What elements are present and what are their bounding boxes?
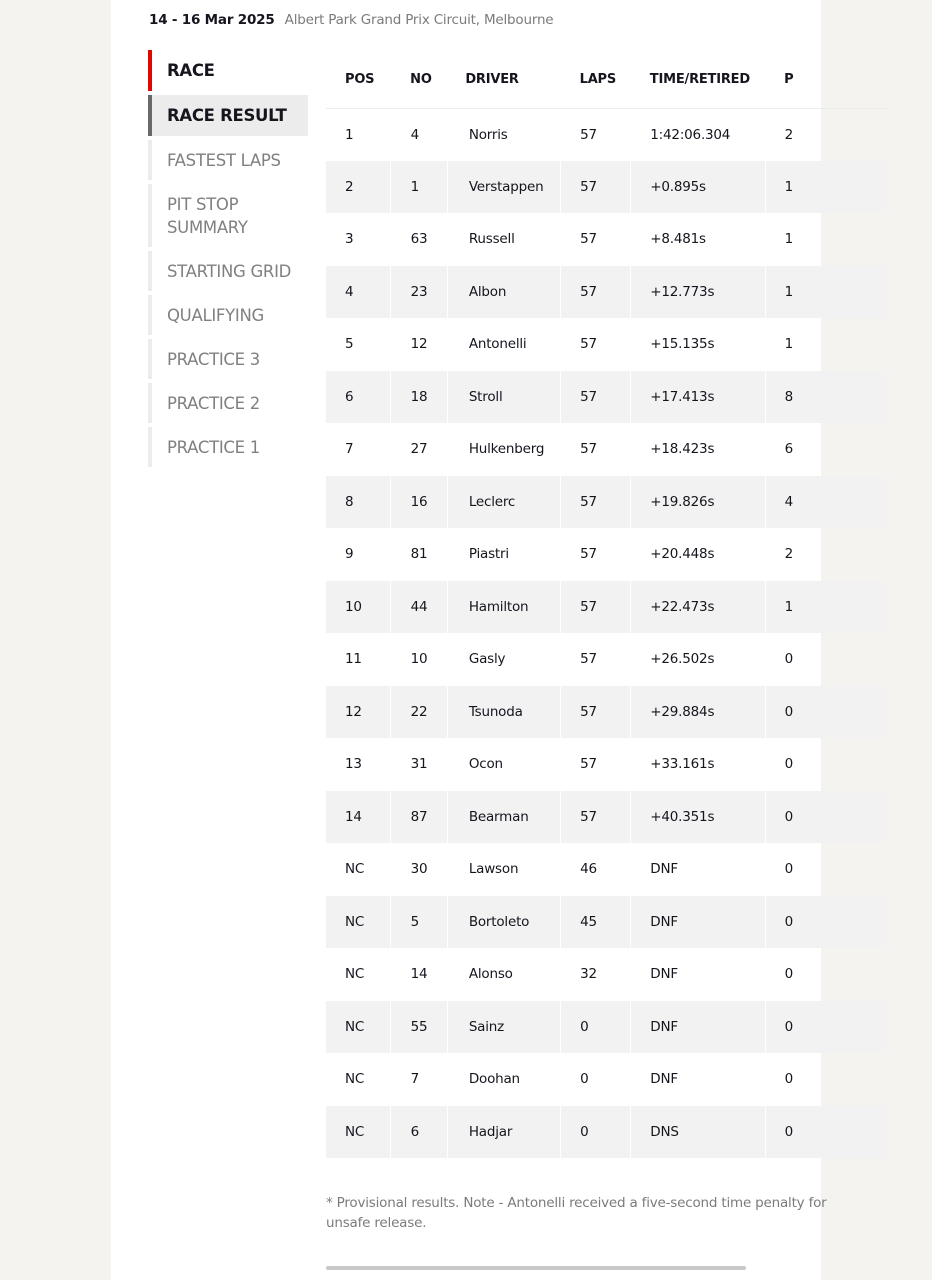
cell-points: 4 — [765, 476, 885, 529]
cell-points: 0 — [765, 896, 885, 949]
cell-laps: 57 — [580, 546, 597, 563]
cell-laps: 57 — [561, 161, 631, 214]
cell-number: 5 — [390, 896, 447, 949]
cell-time-retired: DNF — [650, 861, 678, 878]
cell-points: 0 — [765, 1001, 885, 1054]
cell-driver[interactable]: Russell — [468, 231, 515, 248]
cell-laps: 57 — [561, 581, 631, 634]
cell-points: 0 — [765, 1106, 885, 1159]
horizontal-scrollbar[interactable] — [326, 1266, 746, 1270]
cell-laps: 0 — [561, 1106, 631, 1159]
cell-pos: NC — [326, 1106, 390, 1159]
table-row[interactable] — [326, 528, 886, 581]
cell-points: 2 — [784, 126, 794, 143]
nav-item-starting-grid[interactable]: STARTING GRID — [148, 251, 308, 291]
cell-time-retired: 1:42:06.304 — [650, 126, 731, 143]
results-footnote — [326, 1193, 827, 1233]
cell-pos: 14 — [326, 791, 390, 844]
cell-time-retired: +29.884s — [631, 686, 765, 739]
table-row[interactable] — [326, 161, 886, 214]
cell-driver[interactable]: Albon — [447, 266, 560, 319]
header-points: P — [765, 52, 885, 108]
cell-time-retired: DNF — [650, 1071, 678, 1088]
cell-laps: 0 — [580, 1071, 589, 1088]
cell-pos: 2 — [326, 161, 390, 214]
cell-number: 87 — [390, 791, 447, 844]
cell-driver[interactable]: Bearman — [447, 791, 560, 844]
nav-item-practice-1[interactable]: PRACTICE 1 — [148, 427, 308, 467]
cell-points: 1 — [784, 336, 794, 353]
cell-time-retired: +8.481s — [650, 231, 706, 248]
table-row[interactable] — [326, 1053, 886, 1106]
event-info — [149, 12, 553, 28]
cell-laps: 57 — [561, 476, 631, 529]
nav-item-practice-3[interactable]: PRACTICE 3 — [148, 339, 308, 379]
nav-item-fastest-laps[interactable]: FASTEST LAPS — [148, 140, 308, 180]
results-side-nav — [148, 50, 308, 471]
cell-time-retired: +0.895s — [631, 161, 765, 214]
table-row[interactable] — [326, 423, 886, 476]
cell-laps: 57 — [580, 651, 597, 668]
cell-driver[interactable]: Stroll — [447, 371, 560, 424]
cell-laps: 45 — [561, 896, 631, 949]
cell-pos: 8 — [326, 476, 390, 529]
cell-number: 18 — [390, 371, 447, 424]
cell-driver[interactable]: Sainz — [447, 1001, 560, 1054]
cell-number: 10 — [410, 651, 428, 668]
cell-points: 1 — [765, 266, 885, 319]
table-row[interactable] — [326, 896, 886, 949]
nav-section-race[interactable]: RACE — [148, 50, 308, 91]
cell-laps: 57 — [561, 791, 631, 844]
cell-time-retired: +19.826s — [631, 476, 765, 529]
cell-number: 63 — [410, 231, 428, 248]
cell-points: 6 — [784, 441, 794, 458]
cell-pos: 6 — [326, 371, 390, 424]
cell-number: 22 — [390, 686, 447, 739]
cell-laps: 57 — [580, 756, 597, 773]
cell-time-retired: DNS — [631, 1106, 765, 1159]
cell-time-retired: +12.773s — [631, 266, 765, 319]
cell-driver[interactable]: Hadjar — [447, 1106, 560, 1159]
cell-pos: NC — [326, 1001, 390, 1054]
cell-number: 4 — [410, 126, 420, 143]
cell-number: 1 — [390, 161, 447, 214]
cell-driver[interactable]: Antonelli — [468, 336, 527, 353]
cell-pos: 3 — [345, 231, 354, 248]
table-row[interactable] — [326, 1001, 886, 1054]
cell-pos: 4 — [326, 266, 390, 319]
table-row[interactable] — [326, 791, 886, 844]
cell-time-retired: +26.502s — [650, 651, 715, 668]
cell-time-retired: +20.448s — [650, 546, 715, 563]
cell-laps: 57 — [580, 231, 597, 248]
cell-number: 16 — [390, 476, 447, 529]
cell-driver[interactable]: Bortoleto — [447, 896, 560, 949]
cell-points: 0 — [784, 966, 794, 983]
cell-pos: 12 — [326, 686, 390, 739]
cell-points: 8 — [765, 371, 885, 424]
cell-points: 0 — [765, 791, 885, 844]
cell-points: 1 — [765, 581, 885, 634]
cell-driver[interactable]: Doohan — [468, 1071, 520, 1088]
cell-time-retired: +18.423s — [650, 441, 715, 458]
cell-points: 2 — [784, 546, 794, 563]
cell-points: 1 — [765, 161, 885, 214]
cell-driver[interactable]: Hulkenberg — [468, 441, 545, 458]
nav-item-pit-stop-summary[interactable]: PIT STOP SUMMARY — [148, 184, 308, 247]
cell-points: 0 — [784, 651, 794, 668]
cell-driver[interactable]: Alonso — [468, 966, 513, 983]
cell-number: 44 — [390, 581, 447, 634]
cell-laps: 32 — [580, 966, 597, 983]
cell-pos: 13 — [345, 756, 362, 773]
cell-number: 27 — [410, 441, 428, 458]
table-row[interactable] — [326, 633, 886, 686]
race-results-table — [326, 52, 886, 1158]
cell-time-retired: DNF — [631, 1001, 765, 1054]
cell-pos: NC — [345, 966, 365, 983]
nav-item-practice-2[interactable]: PRACTICE 2 — [148, 383, 308, 423]
table-row[interactable] — [326, 476, 886, 529]
cell-driver[interactable]: Leclerc — [447, 476, 560, 529]
cell-time-retired: +17.413s — [631, 371, 765, 424]
cell-pos: NC — [326, 896, 390, 949]
cell-driver[interactable]: Ocon — [468, 756, 503, 773]
cell-number: 6 — [390, 1106, 447, 1159]
results-table-scroll[interactable] — [326, 52, 794, 1158]
cell-number: 7 — [410, 1071, 420, 1088]
table-row[interactable] — [326, 581, 886, 634]
cell-laps: 0 — [561, 1001, 631, 1054]
cell-driver[interactable]: Lawson — [468, 861, 519, 878]
cell-pos: NC — [345, 861, 365, 878]
table-row[interactable] — [326, 948, 886, 1001]
cell-driver[interactable]: Gasly — [468, 651, 506, 668]
cell-time-retired: DNF — [631, 896, 765, 949]
cell-number: 55 — [390, 1001, 447, 1054]
cell-points: 0 — [784, 756, 794, 773]
cell-number: 14 — [410, 966, 428, 983]
cell-laps: 46 — [580, 861, 597, 878]
cell-pos: 10 — [326, 581, 390, 634]
cell-time-retired: DNF — [650, 966, 678, 983]
cell-driver[interactable]: Verstappen — [447, 161, 560, 214]
event-venue: Albert Park Grand Prix Circuit, Melbourne — [284, 12, 554, 28]
cell-number: 81 — [410, 546, 428, 563]
footnote-text: * Provisional results. Note - Antonelli received a five-second time penalty for unsafe release. — [326, 1195, 827, 1231]
table-row[interactable] — [326, 738, 886, 791]
cell-points: 0 — [784, 1071, 794, 1088]
cell-pos: 7 — [345, 441, 354, 458]
cell-pos: 1 — [345, 126, 354, 143]
cell-driver[interactable]: Norris — [468, 126, 508, 143]
table-row[interactable] — [326, 371, 886, 424]
cell-laps: 57 — [580, 336, 597, 353]
table-row[interactable] — [326, 108, 886, 161]
header-laps: LAPS — [561, 52, 631, 108]
table-row[interactable] — [326, 1106, 886, 1159]
cell-points: 1 — [784, 231, 794, 248]
cell-pos: 9 — [345, 546, 354, 563]
cell-laps: 57 — [580, 441, 597, 458]
cell-pos: 11 — [345, 651, 362, 668]
cell-number: 30 — [410, 861, 428, 878]
cell-laps: 57 — [561, 266, 631, 319]
header-driver: DRIVER — [447, 52, 560, 108]
cell-number: 31 — [410, 756, 428, 773]
header-no: NO — [390, 52, 447, 108]
cell-time-retired: +40.351s — [631, 791, 765, 844]
cell-driver[interactable]: Tsunoda — [447, 686, 560, 739]
cell-number: 23 — [390, 266, 447, 319]
cell-time-retired: +15.135s — [650, 336, 715, 353]
table-row[interactable] — [326, 213, 886, 266]
cell-laps: 57 — [561, 371, 631, 424]
cell-points: 0 — [765, 686, 885, 739]
table-header-row — [326, 52, 886, 108]
cell-time-retired: +22.473s — [631, 581, 765, 634]
nav-item-qualifying[interactable]: QUALIFYING — [148, 295, 308, 335]
cell-points: 0 — [784, 861, 794, 878]
header-time-retired: TIME/RETIRED — [631, 52, 765, 108]
cell-driver[interactable]: Piastri — [468, 546, 509, 563]
cell-laps: 57 — [580, 126, 597, 143]
cell-laps: 57 — [561, 686, 631, 739]
cell-pos: NC — [345, 1071, 365, 1088]
event-date: 14 - 16 Mar 2025 — [149, 12, 275, 28]
nav-item-race-result[interactable]: RACE RESULT — [148, 95, 308, 136]
table-row[interactable] — [326, 266, 886, 319]
header-pos: POS — [326, 52, 390, 108]
table-row[interactable] — [326, 843, 886, 896]
table-row[interactable] — [326, 686, 886, 739]
cell-driver[interactable]: Hamilton — [447, 581, 560, 634]
cell-number: 12 — [410, 336, 428, 353]
cell-pos: 5 — [345, 336, 354, 353]
table-row[interactable] — [326, 318, 886, 371]
cell-time-retired: +33.161s — [650, 756, 715, 773]
